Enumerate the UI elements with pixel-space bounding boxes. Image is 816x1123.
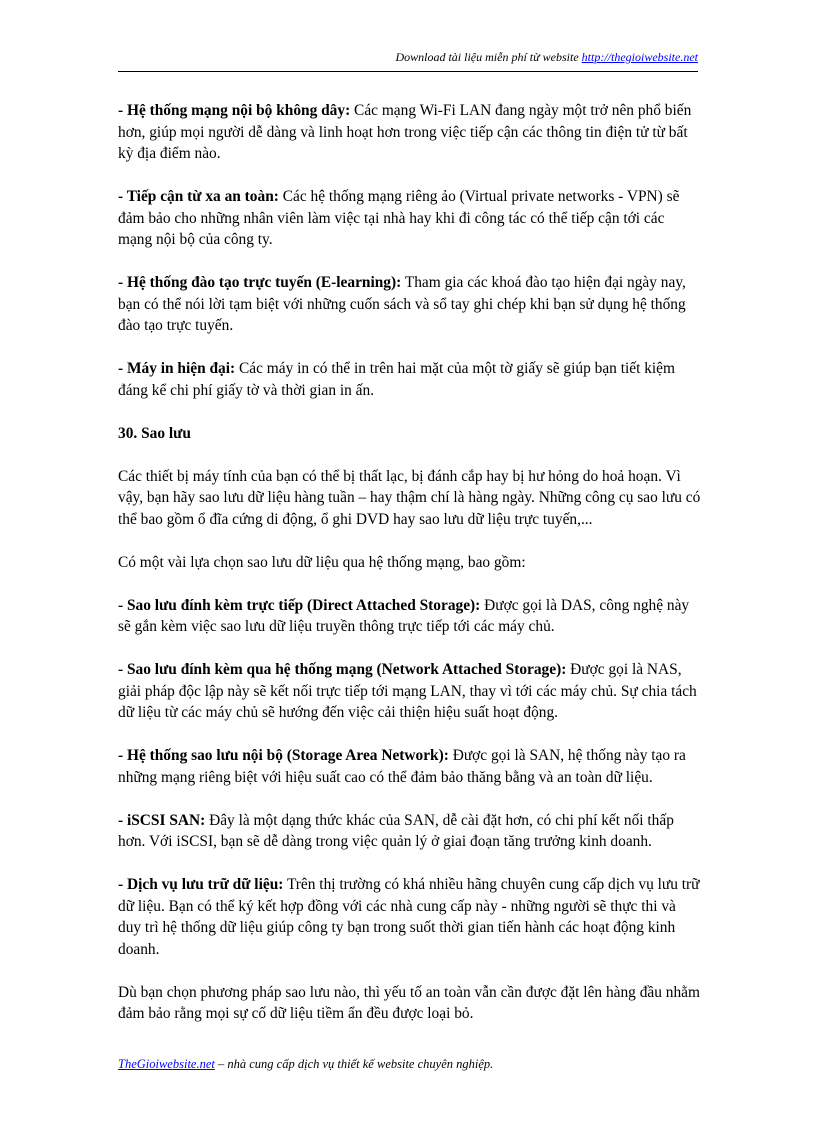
page-footer [118, 1057, 493, 1072]
paragraph-modern-printer [118, 358, 702, 401]
paragraph-wireless-lan [118, 100, 702, 165]
paragraph-body: Được gọi là NAS, giải pháp độc lập này sẽ kết nối trực tiếp tới mạng LAN, thay vì tới các máy chủ. Sự chia tách dữ liệu từ các máy chủ sẽ hướng đến việc cải thiện hiệu suất hoạt động. [118, 661, 697, 721]
paragraph-lead: - Hệ thống sao lưu nội bộ (Storage Area Network): [118, 747, 449, 764]
paragraph-e-learning [118, 272, 702, 337]
paragraph-lead: - iSCSI SAN: [118, 811, 206, 829]
paragraph-body: Tham gia các khoá đào tạo hiện đại ngày nay, bạn có thể nói lời tạm biệt với những cuốn sách và sổ tay ghi chép khi bạn sử dụng hệ thống đào tạo trực tuyến. [118, 274, 686, 334]
header-divider [118, 71, 698, 72]
paragraph-storage-service [118, 874, 702, 960]
paragraph-lead: - Sao lưu đính kèm qua hệ thống mạng (Network Attached Storage): [118, 661, 567, 678]
paragraph-body: Được gọi là DAS, công nghệ này sẽ gắn kèm việc sao lưu dữ liệu truyền thông trực tiếp tới các máy chủ. [118, 596, 690, 635]
closing-paragraph: Dù bạn chọn phương pháp sao lưu nào, thì yếu tố an toàn vẫn cần được đặt lên hàng đầu nhằm đảm bảo rằng mọi sự cố dữ liệu tiềm ẩn đều được loại bỏ. [118, 983, 700, 1022]
paragraph-lead: - Dịch vụ lưu trữ dữ liệu: [118, 876, 284, 893]
paragraph-body: Được gọi là SAN, hệ thống này tạo ra những mạng riêng biệt với hiệu suất cao có thể đảm bảo thăng bằng và an toàn dữ liệu. [118, 747, 686, 786]
paragraph-body: Các mạng Wi-Fi LAN đang ngày một trở nên phổ biến hơn, giúp mọi người dễ dàng và linh hoạt hơn trong việc tiếp cận các thông tin điện tử từ bất kỳ địa điểm nào. [118, 102, 692, 162]
header-website-link[interactable]: http://thegioiwebsite.net [581, 50, 698, 64]
header-text: Download tài liệu miễn phí từ website [395, 50, 582, 64]
paragraph-lead: - Hệ thống mạng nội bộ không dây: [118, 102, 351, 119]
paragraph-body: Đây là một dạng thức khác của SAN, dễ cài đặt hơn, có chi phí kết nối thấp hơn. Với iSCSI, bạn sẽ dễ dàng trong việc quản lý ở giai đoạn tăng trưởng kinh doanh. [118, 811, 674, 850]
paragraph-body: Các máy in có thể in trên hai mặt của một tờ giấy sẽ giúp bạn tiết kiệm đáng kể chi phí giấy tờ và thời gian in ấn. [118, 360, 675, 399]
footer-website-link[interactable]: TheGioiwebsite.net [118, 1057, 215, 1071]
paragraph-iscsi [118, 810, 702, 853]
paragraph-nas [118, 659, 702, 724]
paragraph-lead: - Tiếp cận từ xa an toàn: [118, 188, 279, 205]
paragraph-remote-access [118, 186, 702, 251]
footer-text: – nhà cung cấp dịch vụ thiết kế website chuyên nghiệp. [214, 1057, 494, 1071]
paragraph-san [118, 745, 702, 788]
section-heading: 30. Sao lưu [118, 424, 191, 442]
document-body [118, 100, 702, 1046]
intro-paragraph: Các thiết bị máy tính của bạn có thể bị thất lạc, bị đánh cắp hay bị hư hỏng do hoả hoạn. Vì vậy, bạn hãy sao lưu dữ liệu hàng tuần – hay thậm chí là hàng ngày. Những công cụ sao lưu có thể bao gồm ổ đĩa cứng di động, ổ ghi DVD hay sao lưu dữ liệu trực tuyến,... [118, 467, 701, 528]
intro-paragraph: Có một vài lựa chọn sao lưu dữ liệu qua hệ thống mạng, bao gồm: [118, 553, 526, 571]
paragraph-das [118, 595, 702, 638]
paragraph-body: Trên thị trường có khá nhiều hãng chuyên cung cấp dịch vụ lưu trữ dữ liệu. Bạn có thể ký kết hợp đồng với các nhà cung cấp này - những người sẽ thực thi và duy trì hệ thống dữ liệu giúp công ty bạn trong suốt thời gian tiến hành các hoạt động kinh doanh. [118, 876, 700, 958]
paragraph-lead: - Sao lưu đính kèm trực tiếp (Direct Attached Storage): [118, 596, 481, 614]
paragraph-lead: - Máy in hiện đại: [118, 360, 236, 377]
page-header [395, 50, 698, 65]
paragraph-lead: - Hệ thống đào tạo trực tuyến (E-learning): [118, 274, 402, 291]
paragraph-body: Các hệ thống mạng riêng ảo (Virtual private networks - VPN) sẽ đảm bảo cho những nhân viên làm việc tại nhà hay khi đi công tác có thể tiếp cận tới các mạng nội bộ của công ty. [118, 188, 680, 248]
